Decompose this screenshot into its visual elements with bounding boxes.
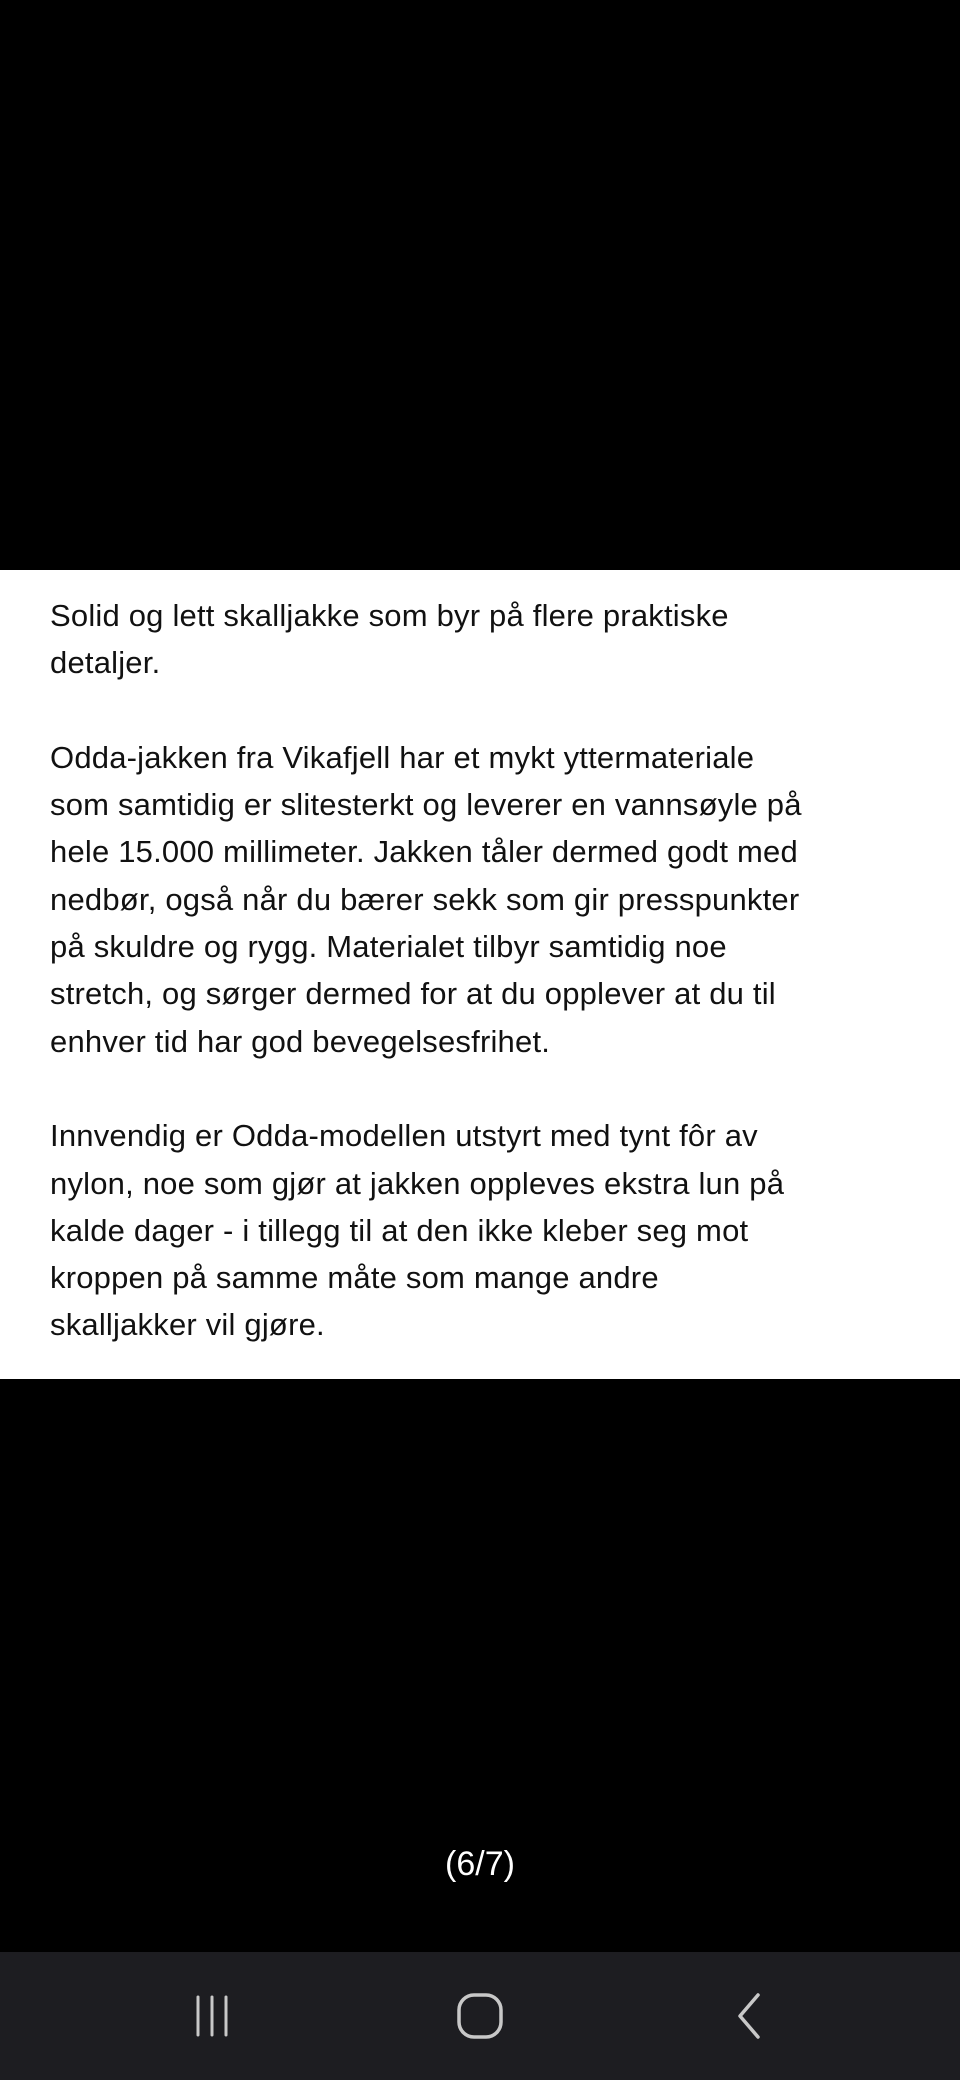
paragraph — [50, 734, 802, 1065]
text-line: hele 15.000 millimeter. Jakken tåler dermed godt med — [50, 834, 798, 870]
paragraph — [50, 592, 802, 687]
recents-icon — [190, 1993, 234, 2039]
recents-button[interactable] — [172, 1986, 252, 2046]
text-line: Odda-jakken fra Vikafjell har et mykt yttermateriale — [50, 739, 755, 775]
home-button[interactable] — [440, 1986, 520, 2046]
text-line: enhver tid har god bevegelsesfrihet. — [50, 1023, 551, 1059]
text-line: Solid og lett skalljakke som byr på flere praktiske — [50, 598, 729, 633]
system-nav-bar — [0, 1952, 960, 2080]
text-line: kalde dager - i tillegg til at den ikke kleber seg mot — [50, 1212, 749, 1248]
text-line: kroppen på samme måte som mange andre — [50, 1260, 659, 1296]
text-line: på skuldre og rygg. Materialet tilbyr samtidig noe — [50, 929, 727, 965]
text-line: detaljer. — [50, 645, 161, 681]
text-line: nylon, noe som gjør at jakken oppleves ekstra lun på — [50, 1165, 785, 1201]
text-line: stretch, og sørger dermed for at du opplever at du til — [50, 976, 776, 1012]
back-button[interactable] — [710, 1986, 790, 2046]
paragraph — [50, 1112, 802, 1348]
image-counter: (6/7) — [445, 1845, 515, 1883]
text-line: Innvendig er Odda-modellen utstyrt med tynt fôr av — [50, 1118, 758, 1154]
description-text — [50, 592, 802, 1349]
text-line: skalljakker vil gjøre. — [50, 1307, 325, 1343]
back-icon — [730, 1991, 770, 2041]
home-icon — [455, 1992, 505, 2040]
text-line: nedbør, også når du bærer sekk som gir presspunkter — [50, 881, 800, 917]
text-line: som samtidig er slitesterkt og leverer en vannsøyle på — [50, 787, 802, 823]
